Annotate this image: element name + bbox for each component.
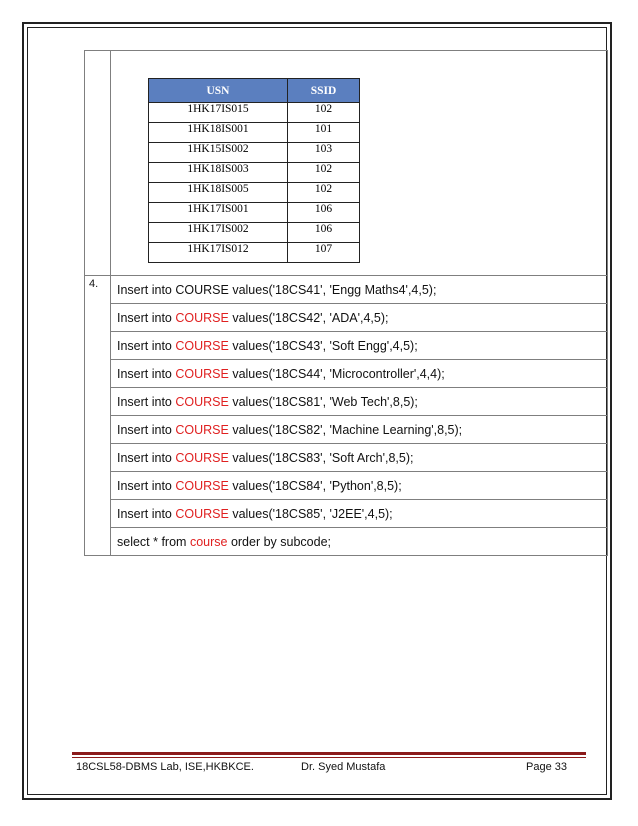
sql-keyword: COURSE [175, 450, 229, 465]
sql-keyword: COURSE [175, 506, 229, 521]
table-row [149, 123, 360, 143]
usn-header: USN [149, 79, 288, 103]
usn-cell: 1HK18IS005 [149, 183, 288, 203]
table-row [149, 243, 360, 263]
sql-text: Insert into [117, 422, 176, 437]
sql-line [111, 276, 608, 304]
ssid-cell: 106 [288, 223, 360, 243]
sql-text: values('18CS81', 'Web Tech',8,5); [228, 394, 418, 409]
table-row [149, 143, 360, 163]
sql-keyword: COURSE [175, 422, 229, 437]
sql-keyword: COURSE [175, 394, 229, 409]
footer-rule-thin [72, 757, 586, 758]
lab-steps-table [84, 50, 608, 556]
sql-line [111, 332, 608, 360]
sql-text: Insert into [117, 478, 176, 493]
sql-line [111, 472, 608, 500]
sql-row [85, 444, 608, 472]
sql-row [85, 472, 608, 500]
sql-row [85, 528, 608, 556]
result-row [85, 51, 608, 276]
sql-line [111, 444, 608, 472]
sql-keyword: COURSE [175, 338, 229, 353]
sql-text: values('18CS82', 'Machine Learning',8,5); [228, 422, 463, 437]
sql-line [111, 388, 608, 416]
sql-row [85, 276, 608, 304]
sql-text: Insert into [117, 506, 176, 521]
table-row [149, 163, 360, 183]
sql-keyword: course [189, 534, 228, 549]
sql-line [111, 360, 608, 388]
result-number-cell [85, 51, 111, 276]
table-row [149, 103, 360, 123]
sql-text: Insert into [117, 310, 176, 325]
usn-table-header-row [149, 79, 360, 103]
sql-text: Insert into [117, 282, 176, 297]
ssid-cell: 101 [288, 123, 360, 143]
sql-text: Insert into [117, 394, 176, 409]
footer-rule-thick [72, 752, 586, 755]
sql-row [85, 360, 608, 388]
usn-cell: 1HK17IS002 [149, 223, 288, 243]
footer-page-number: Page 33 [526, 761, 567, 773]
usn-cell: 1HK17IS012 [149, 243, 288, 263]
result-cell [111, 51, 608, 276]
sql-row [85, 332, 608, 360]
ssid-cell: 107 [288, 243, 360, 263]
ssid-cell: 102 [288, 163, 360, 183]
sql-row [85, 500, 608, 528]
sql-text: values('18CS43', 'Soft Engg',4,5); [228, 338, 418, 353]
sql-keyword: COURSE [175, 310, 229, 325]
usn-ssid-table [148, 78, 360, 263]
sql-line [111, 416, 608, 444]
sql-text: select * from [117, 534, 190, 549]
sql-text: values('18CS85', 'J2EE',4,5); [228, 506, 393, 521]
step-number: 4. [85, 276, 111, 556]
sql-line [111, 528, 608, 556]
sql-text: values('18CS84', 'Python',8,5); [228, 478, 402, 493]
footer-course: 18CSL58-DBMS Lab, ISE,HKBKCE. [76, 761, 254, 773]
usn-cell: 1HK18IS001 [149, 123, 288, 143]
sql-line [111, 304, 608, 332]
table-row [149, 223, 360, 243]
ssid-cell: 102 [288, 183, 360, 203]
sql-text: order by subcode; [227, 534, 332, 549]
ssid-header: SSID [288, 79, 360, 103]
sql-line [111, 500, 608, 528]
sql-text: Insert into [117, 366, 176, 381]
sql-row [85, 416, 608, 444]
sql-text: values('18CS42', 'ADA',4,5); [228, 310, 389, 325]
ssid-cell: 102 [288, 103, 360, 123]
table-row [149, 183, 360, 203]
sql-row [85, 304, 608, 332]
usn-cell: 1HK17IS001 [149, 203, 288, 223]
table-row [149, 203, 360, 223]
sql-text: COURSE values('18CS41', 'Engg Maths4',4,5); [175, 282, 437, 297]
usn-cell: 1HK17IS015 [149, 103, 288, 123]
ssid-cell: 103 [288, 143, 360, 163]
sql-keyword: COURSE [175, 366, 229, 381]
usn-cell: 1HK15IS002 [149, 143, 288, 163]
sql-text: Insert into [117, 338, 176, 353]
footer-author: Dr. Syed Mustafa [301, 761, 386, 773]
sql-text: Insert into [117, 450, 176, 465]
sql-text: values('18CS83', 'Soft Arch',8,5); [228, 450, 414, 465]
usn-cell: 1HK18IS003 [149, 163, 288, 183]
sql-keyword: COURSE [175, 478, 229, 493]
sql-text: values('18CS44', 'Microcontroller',4,4); [228, 366, 445, 381]
sql-row [85, 388, 608, 416]
ssid-cell: 106 [288, 203, 360, 223]
